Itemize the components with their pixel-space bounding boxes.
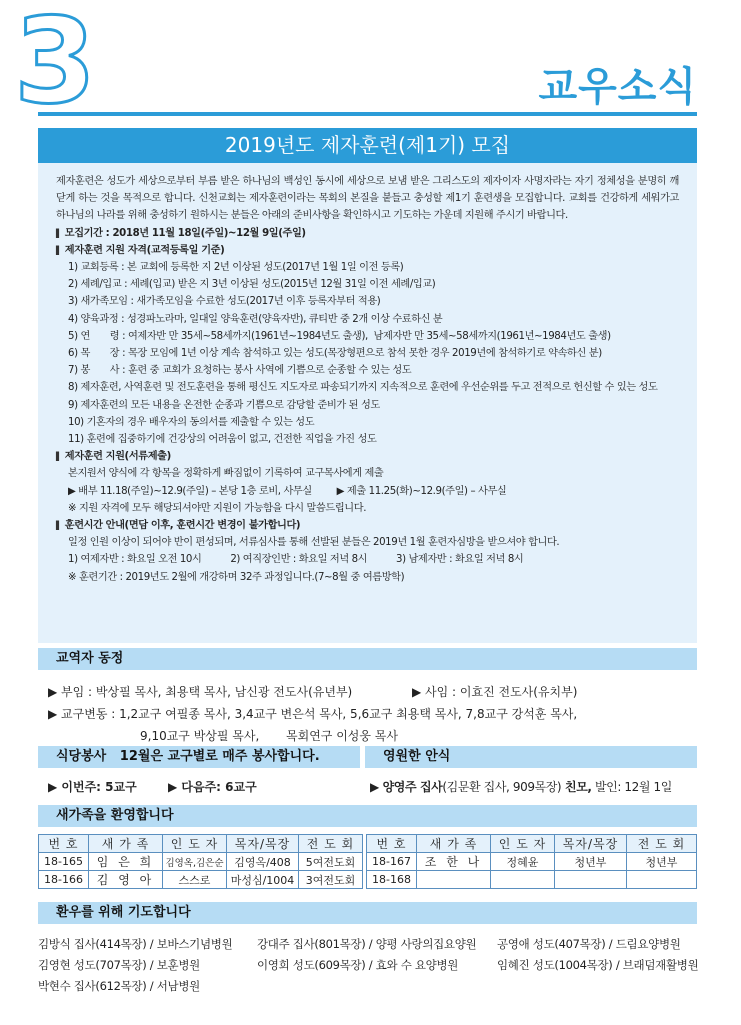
col-new-family: 새 가 족 (417, 835, 491, 853)
cafe-this-week: ▶ 이번주: 5교구 (48, 780, 137, 794)
apply-desc: 본지원서 양식에 각 항목을 정확하게 빠짐없이 기록하여 교구목사에게 제출 (68, 468, 384, 480)
cell: 스스로 (163, 871, 227, 889)
farewell-relation: 친모, (561, 780, 592, 794)
col-mission: 전 도 회 (627, 835, 697, 853)
welcome-table-left (38, 834, 363, 889)
time-heading: ▌ 훈련시간 안내(면담 이후, 훈련시간 변경이 불가합니다) (56, 517, 679, 534)
prayer-item: 공영애 성도(407목장) / 드림요양병원 (497, 937, 681, 951)
col-mission: 전 도 회 (299, 835, 363, 853)
apply-note: ※ 지원 자격에 모두 해당되셔야만 지원이 가능함을 다시 말씀드립니다. (68, 502, 367, 514)
qualification-item: 9) 제자훈련의 모든 내용을 온전한 순종과 기쁨으로 감당할 준비가 된 성도 (68, 399, 380, 411)
qualification-item: 6) 목 장 : 목장 모임에 1년 이상 계속 참석하고 있는 성도(목장형편으로 참석 못한 경우 2019년에 참석하기로 약속하신 분) (68, 348, 602, 360)
prayer-item: 이영희 성도(609목장) / 효와 수 요양병원 (257, 958, 459, 972)
time-desc: 일정 인원 이상이 되어야 반이 편성되며, 서류심사를 통해 선발된 분들은 2019년 1월 훈련자심방을 받으셔야 합니다. (68, 537, 560, 549)
section-title: 교우소식 (538, 64, 697, 110)
apply-heading: ▌ 제자훈련 지원(서류제출) (56, 448, 679, 465)
col-new-family: 새 가 족 (89, 835, 163, 853)
prayer-item: 강대주 집사(801목장) / 양평 사랑의집요양원 (257, 937, 477, 951)
time-classes (56, 551, 679, 568)
recruit-period: ▌ 모집기간 : 2018년 11월 18일(주일)~12월 9일(주일) (56, 225, 679, 242)
cell: 김영옥,김은순 (163, 853, 227, 871)
cell: 18-167 (367, 853, 417, 871)
table-row (39, 871, 363, 889)
farewell-name: ▶ 양영주 집사 (370, 780, 443, 794)
qualification-item: 4) 양육과정 : 성경파노라마, 일대일 양육훈련(양육자반), 큐티반 중 2개 이상 수료하신 분 (68, 313, 443, 325)
cell: 마성심/1004 (227, 871, 299, 889)
cell: 김영옥/408 (227, 853, 299, 871)
recruit-intro: 제자훈련은 성도가 세상으로부터 부름 받은 하나님의 백성인 동시에 세상으로 보냄 받은 그리스도의 제자이자 사명자라는 자기 정체성을 분명히 깨닫게 하는 것을 목적으로 합니다. 신천교회는 제자훈련이라는 목회의 본질을 붙들고 충성할 제1기 훈련생을 모집합니다. 교회를 건강하게 세워가고 하나님의 나라를 위해 충성하기 원하시는 분들은 아래의 준비사항을 확인하시고 기도하는 가운데 지원해 주시기 바랍니다. (56, 176, 679, 222)
table-header-row (39, 835, 363, 853)
title-rule (38, 112, 697, 116)
farewell-date: 발인: 12월 1일 (591, 780, 672, 794)
col-shepherd: 목자/목장 (227, 835, 299, 853)
cell: 청년부 (555, 853, 627, 871)
cell: 5여전도회 (299, 853, 363, 871)
time-note: ※ 훈련기간 : 2019년도 2월에 개강하며 32주 과정입니다.(7~8월 중 여름방학) (68, 571, 405, 583)
qualification-item: 3) 새가족모임 : 새가족모임을 수료한 성도(2017년 이후 등록자부터 적용) (68, 296, 381, 308)
qualification-item: 8) 제자훈련, 사역훈련 및 전도훈련을 통해 평신도 지도자로 파송되기까지 지속적으로 훈련에 우선순위를 두고 전적으로 헌신할 수 있는 성도 (68, 382, 658, 394)
recruit-title: 2019년도 제자훈련(제1기) 모집 (38, 128, 697, 163)
col-shepherd: 목자/목장 (555, 835, 627, 853)
apply-submission: ▶ 제출 11.25(화)~12.9(주일) – 사무실 (336, 485, 507, 497)
cell: 청년부 (627, 853, 697, 871)
cell (417, 871, 491, 889)
apply-schedule (56, 483, 679, 500)
cell: 3여전도회 (299, 871, 363, 889)
welcome-title: 새가족을 환영합니다 (38, 805, 697, 827)
col-guide: 인 도 자 (491, 835, 555, 853)
qualification-item: 10) 기혼자의 경우 배우자의 동의서를 제출할 수 있는 성도 (68, 416, 315, 428)
cell: 조 한 나 (417, 853, 491, 871)
recruit-body (38, 163, 697, 586)
cell: 18-166 (39, 871, 89, 889)
time-class: 2) 여직장인반 : 화요일 저녁 8시 (230, 554, 368, 566)
prayer-item: 김영현 성도(707목장) / 보훈병원 (38, 958, 200, 972)
time-class: 1) 여제자반 : 화요일 오전 10시 (68, 554, 202, 566)
cell (555, 871, 627, 889)
recruit-box (38, 128, 697, 643)
farewell-detail: (김문환 집사, 909목장) (442, 780, 562, 794)
qualification-item: 11) 훈련에 집중하기에 건강상의 어려움이 없고, 건전한 직업을 가진 성도 (68, 434, 377, 446)
staff-news-title: 교역자 동정 (38, 648, 697, 670)
staff-line-transfer-cont: 9,10교구 박상필 목사, 목회연구 이성웅 목사 (140, 729, 398, 743)
table-header-row (367, 835, 697, 853)
table-row (367, 853, 697, 871)
col-number: 번 호 (39, 835, 89, 853)
qualification-item: 1) 교회등록 : 본 교회에 등록한 지 2년 이상된 성도(2017년 1월 1일 이전 등록) (68, 262, 404, 274)
cell: 정혜윤 (491, 853, 555, 871)
cell: 18-165 (39, 853, 89, 871)
table-row (39, 853, 363, 871)
staff-line-resign: ▶ 사임 : 이효진 전도사(유치부) (412, 685, 578, 699)
prayer-title: 환우를 위해 기도합니다 (38, 902, 697, 924)
qualification-item: 5) 연 령 : 여제자반 만 35세~58세까지(1961년~1984년도 출생), 남제자반 만 35세~58세까지(1961년~1984년도 출생) (68, 330, 611, 342)
cell: 18-168 (367, 871, 417, 889)
qualification-item: 7) 봉 사 : 훈련 중 교회가 요청하는 봉사 사역에 기쁨으로 순종할 수 있는 성도 (68, 365, 412, 377)
prayer-item: 김방식 집사(414목장) / 보바스기념병원 (38, 937, 233, 951)
col-guide: 인 도 자 (163, 835, 227, 853)
apply-distribution: ▶ 배부 11.18(주일)~12.9(주일) – 본당 1층 로비, 사무실 (68, 485, 312, 497)
time-class: 3) 남제자반 : 화요일 저녁 8시 (395, 554, 524, 566)
cell (627, 871, 697, 889)
col-number: 번 호 (367, 835, 417, 853)
farewell-title: 영원한 안식 (365, 746, 697, 768)
cell: 임 은 희 (89, 853, 163, 871)
farewell-line (370, 778, 672, 795)
qualification-heading: ▌ 제자훈련 지원 자격(교적등록일 기준) (56, 242, 679, 259)
welcome-table-right (366, 834, 697, 889)
staff-line-appoint: ▶ 부임 : 박상필 목사, 최용택 목사, 남신광 전도사(유년부) (48, 685, 353, 699)
cafeteria-title: 식당봉사 12월은 교구별로 매주 봉사합니다. (38, 746, 360, 768)
cafe-next-week: ▶ 다음주: 6교구 (168, 780, 257, 794)
staff-line-transfer: ▶ 교구변동 : 1,2교구 여필종 목사, 3,4교구 변은석 목사, 5,6교구 최용택 목사, 7,8교구 강석훈 목사, (48, 707, 578, 721)
qualification-item: 2) 세례/입교 : 세례(입교) 받은 지 3년 이상된 성도(2015년 12월 31일 이전 세례/입교) (68, 279, 436, 291)
prayer-item: 임혜진 성도(1004목장) / 브래덤재활병원 (497, 958, 699, 972)
cell: 김 영 아 (89, 871, 163, 889)
table-row (367, 871, 697, 889)
cell (491, 871, 555, 889)
page-number (10, 8, 105, 108)
prayer-item: 박현수 집사(612목장) / 서남병원 (38, 979, 200, 993)
page-number-text: 3 (14, 8, 97, 108)
